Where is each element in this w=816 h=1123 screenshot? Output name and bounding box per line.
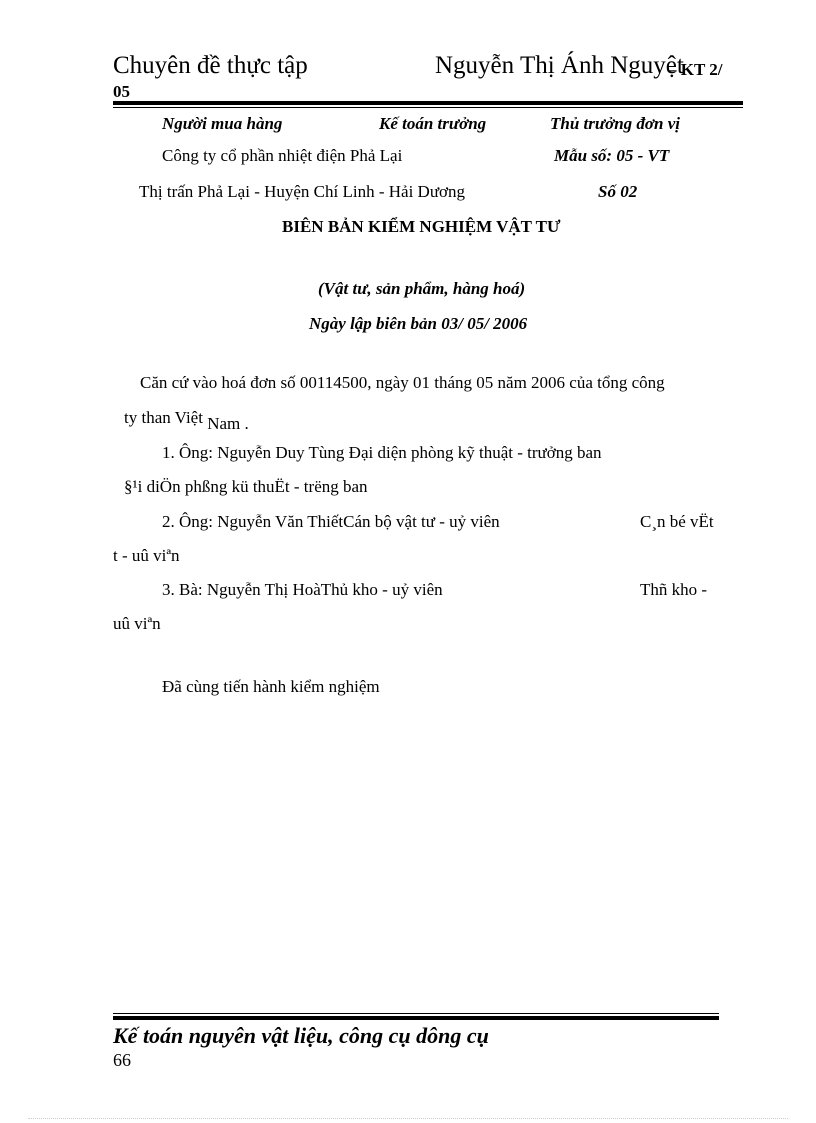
header-rule-thick bbox=[113, 101, 743, 105]
header-class-label: – KT 2/ bbox=[668, 60, 723, 79]
closing-line: Đã cùng tiến hành kiểm nghiệm bbox=[162, 677, 380, 696]
signature-unit-head: Thủ trưởng đơn vị bbox=[550, 114, 680, 133]
header-author: Nguyễn Thị Ánh Nguyệt bbox=[435, 52, 684, 79]
signature-buyer: Người mua hàng bbox=[162, 114, 283, 133]
member-3: 3. Bà: Nguyễn Thị HoàThủ kho - uỷ viên bbox=[162, 580, 443, 599]
document-date: Ngày lập biên bản 03/ 05/ 2006 bbox=[309, 314, 528, 333]
member-2-garbled-right: C¸n bé vËt bbox=[640, 512, 714, 531]
header-class-suffix: 05 bbox=[113, 82, 130, 101]
member-2-garbled-wrap: t - uû viªn bbox=[113, 546, 180, 565]
document-number: Số 02 bbox=[598, 182, 638, 201]
footer-rule-thick bbox=[113, 1016, 719, 1020]
basis-line-2-suffix: Nam . bbox=[207, 414, 249, 433]
member-3-garbled-right: Thñ kho - bbox=[640, 580, 708, 599]
header-left-title: Chuyên đề thực tập bbox=[113, 52, 308, 79]
basis-line-1: Căn cứ vào hoá đơn số 00114500, ngày 01 tháng 05 năm 2006 của tổng công bbox=[140, 373, 665, 392]
page-bottom-dotted-edge bbox=[28, 1118, 788, 1119]
company-address: Thị trấn Phả Lại - Huyện Chí Linh - Hải Dương bbox=[139, 182, 466, 201]
basis-line-2-text: ty than Việt bbox=[124, 408, 208, 427]
document-title: BIÊN BẢN KIỂM NGHIỆM VẬT TƯ bbox=[282, 217, 561, 236]
page-number: 66 bbox=[113, 1050, 131, 1070]
header-rule-thin bbox=[113, 107, 743, 108]
footer-rule-thin bbox=[113, 1013, 719, 1014]
member-3-garbled-wrap: uû viªn bbox=[113, 614, 161, 633]
footer-title: Kế toán nguyên vật liệu, công cụ dông cụ bbox=[113, 1023, 489, 1048]
basis-line-2 bbox=[124, 408, 249, 433]
form-number: Mẫu số: 05 - VT bbox=[554, 146, 670, 165]
company-name: Công ty cổ phần nhiệt điện Phả Lại bbox=[162, 146, 403, 165]
member-1: 1. Ông: Nguyễn Duy Tùng Đại diện phòng kỹ thuật - trưởng ban bbox=[162, 443, 602, 462]
member-1-garbled: §¹i diÖn phßng kü thuËt - trëng ban bbox=[124, 477, 368, 496]
signature-chief-accountant: Kế toán trưởng bbox=[379, 114, 487, 133]
document-subtitle: (Vật tư, sản phẩm, hàng hoá) bbox=[318, 279, 526, 298]
member-2: 2. Ông: Nguyễn Văn ThiếtCán bộ vật tư - uỷ viên bbox=[162, 512, 500, 531]
